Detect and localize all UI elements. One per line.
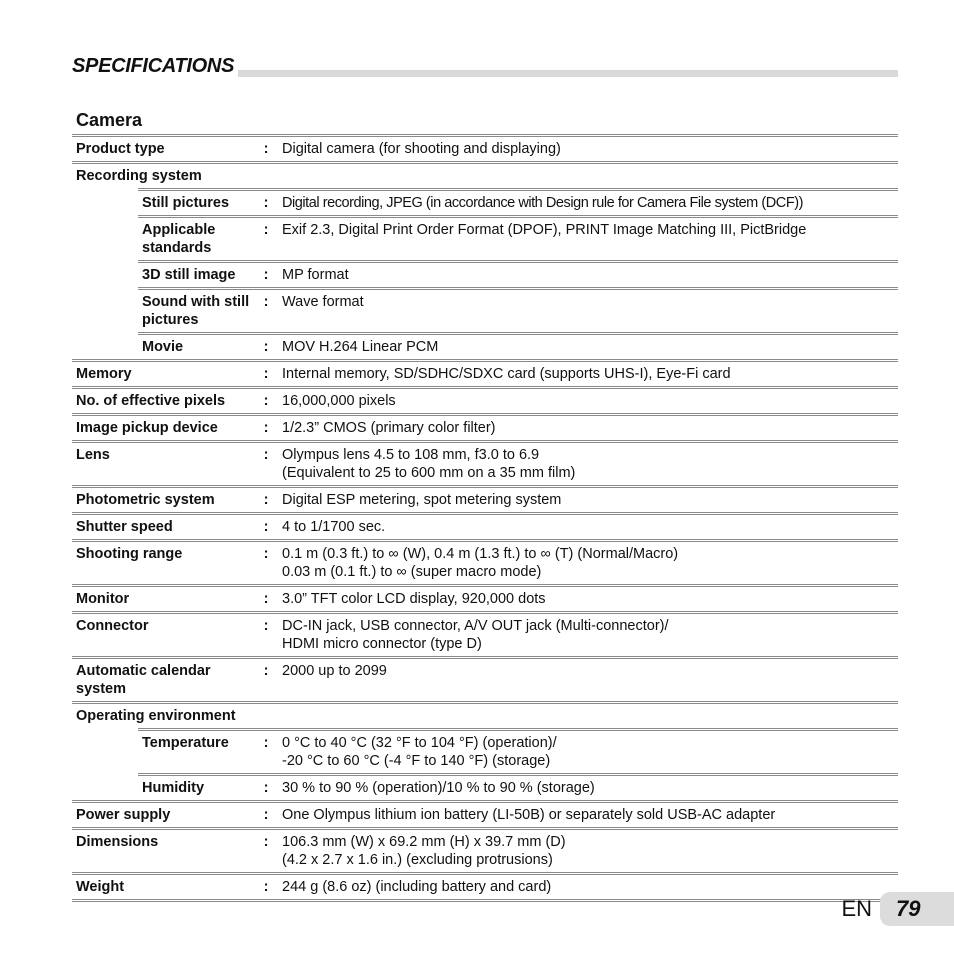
spec-value xyxy=(274,617,898,653)
spec-label: Applicable standards xyxy=(142,222,216,256)
spec-value-line: Internal memory, SD/SDHC/SDXC card (supports UHS-I), Eye-Fi card xyxy=(282,366,731,382)
spec-value-line: -20 °C to 60 °C (-4 °F to 140 °F) (storage) xyxy=(282,753,551,769)
spec-value-line: Olympus lens 4.5 to 108 mm, f3.0 to 6.9 xyxy=(282,447,540,463)
spec-value-line: (Equivalent to 25 to 600 mm on a 35 mm film) xyxy=(282,465,576,481)
spec-colon: : xyxy=(263,141,269,157)
spec-row xyxy=(72,512,898,539)
spec-row xyxy=(138,728,898,773)
spec-label: Shutter speed xyxy=(76,519,173,535)
spec-label: Connector xyxy=(76,618,149,634)
page-number: 79 xyxy=(880,892,954,926)
spec-colon: : xyxy=(263,618,269,634)
spec-colon: : xyxy=(263,663,269,679)
spec-colon: : xyxy=(263,195,269,211)
spec-colon: : xyxy=(263,294,269,310)
spec-value-line: Exif 2.3, Digital Print Order Format (DPOF), PRINT Image Matching III, PictBridge xyxy=(282,222,807,238)
page-title: SPECIFICATIONS xyxy=(72,54,238,78)
spec-value xyxy=(274,779,898,797)
spec-value xyxy=(274,833,898,869)
spec-row xyxy=(72,827,898,872)
spec-value xyxy=(274,140,898,158)
spec-row xyxy=(72,161,898,188)
spec-colon: : xyxy=(263,780,269,796)
page-footer xyxy=(841,892,954,926)
spec-label: Temperature xyxy=(142,735,229,751)
spec-value-line: DC-IN jack, USB connector, A/V OUT jack (Multi-connector)/ xyxy=(282,618,669,634)
spec-row xyxy=(138,215,898,260)
spec-value-line: 0 °C to 40 °C (32 °F to 104 °F) (operation)/ xyxy=(282,735,557,751)
spec-value-line: One Olympus lithium ion battery (LI-50B) or separately sold USB-AC adapter xyxy=(282,807,776,823)
language-label: EN xyxy=(841,896,872,921)
spec-row xyxy=(138,773,898,800)
spec-colon: : xyxy=(263,447,269,463)
spec-colon: : xyxy=(263,393,269,409)
spec-row xyxy=(138,332,898,359)
spec-value xyxy=(274,293,898,329)
spec-row xyxy=(72,485,898,512)
spec-colon: : xyxy=(263,879,269,895)
spec-row xyxy=(138,188,898,215)
spec-row xyxy=(72,701,898,728)
spec-colon: : xyxy=(263,267,269,283)
spec-value-line: 2000 up to 2099 xyxy=(282,663,387,679)
spec-colon: : xyxy=(263,492,269,508)
spec-label: Power supply xyxy=(76,807,171,823)
spec-value-line: Digital ESP metering, spot metering system xyxy=(282,492,562,508)
spec-row xyxy=(138,260,898,287)
section-title: Camera xyxy=(76,110,143,130)
spec-label: Product type xyxy=(76,141,165,157)
spec-value xyxy=(274,419,898,437)
spec-value xyxy=(274,167,898,185)
spec-label: Still pictures xyxy=(142,195,230,211)
spec-value-line: 106.3 mm (W) x 69.2 mm (H) x 39.7 mm (D) xyxy=(282,834,566,850)
spec-label: Shooting range xyxy=(76,546,183,562)
spec-value xyxy=(274,338,898,356)
spec-label: Automatic calendar system xyxy=(76,663,211,697)
spec-colon: : xyxy=(263,591,269,607)
spec-value-line: (4.2 x 2.7 x 1.6 in.) (excluding protrusions) xyxy=(282,852,553,868)
spec-colon xyxy=(258,707,274,725)
spec-value-line: MP format xyxy=(282,267,349,283)
spec-label: Photometric system xyxy=(76,492,215,508)
spec-row xyxy=(72,656,898,701)
spec-row xyxy=(72,539,898,584)
spec-row xyxy=(72,359,898,386)
spec-colon xyxy=(258,167,274,185)
spec-colon: : xyxy=(263,222,269,238)
spec-colon: : xyxy=(263,519,269,535)
spec-value-line: Digital recording, JPEG (in accordance with Design rule for Camera File system (DCF)) xyxy=(282,195,803,211)
spec-row xyxy=(72,386,898,413)
spec-value xyxy=(274,491,898,509)
spec-row xyxy=(72,584,898,611)
spec-row xyxy=(72,872,898,902)
spec-label: Memory xyxy=(76,366,132,382)
spec-label: 3D still image xyxy=(142,267,236,283)
spec-row xyxy=(72,440,898,485)
spec-row xyxy=(72,611,898,656)
spec-colon: : xyxy=(263,546,269,562)
spec-value xyxy=(274,194,898,212)
spec-colon: : xyxy=(263,420,269,436)
spec-value xyxy=(274,806,898,824)
spec-colon: : xyxy=(263,366,269,382)
spec-label: Image pickup device xyxy=(76,420,218,436)
spec-value-line: 0.1 m (0.3 ft.) to ∞ (W), 0.4 m (1.3 ft.) to ∞ (T) (Normal/Macro) xyxy=(282,546,679,562)
spec-row xyxy=(72,800,898,827)
spec-value xyxy=(274,734,898,770)
spec-label: Recording system xyxy=(76,168,202,184)
spec-value xyxy=(274,221,898,257)
spec-value xyxy=(274,590,898,608)
spec-value-line: HDMI micro connector (type D) xyxy=(282,636,482,652)
page-heading xyxy=(72,54,898,80)
spec-value-line: 16,000,000 pixels xyxy=(282,393,396,409)
spec-value xyxy=(274,266,898,284)
spec-value-line: MOV H.264 Linear PCM xyxy=(282,339,439,355)
spec-value xyxy=(274,518,898,536)
spec-value-line: 244 g (8.6 oz) (including battery and card) xyxy=(282,879,552,895)
spec-table xyxy=(72,134,898,902)
spec-value xyxy=(274,446,898,482)
spec-label: Movie xyxy=(142,339,184,355)
spec-value xyxy=(274,707,898,725)
spec-value-line: 30 % to 90 % (operation)/10 % to 90 % (storage) xyxy=(282,780,595,796)
spec-colon: : xyxy=(263,339,269,355)
spec-value xyxy=(274,545,898,581)
spec-value-line: Digital camera (for shooting and displaying) xyxy=(282,141,561,157)
spec-label: Sound with still pictures xyxy=(142,294,250,328)
spec-value-line: 0.03 m (0.1 ft.) to ∞ (super macro mode) xyxy=(282,564,542,580)
spec-value xyxy=(274,365,898,383)
spec-value xyxy=(274,662,898,698)
spec-colon: : xyxy=(263,807,269,823)
spec-label: No. of effective pixels xyxy=(76,393,226,409)
spec-colon: : xyxy=(263,735,269,751)
spec-value-line: Wave format xyxy=(282,294,364,310)
spec-label: Operating environment xyxy=(76,708,236,724)
spec-value-line: 4 to 1/1700 sec. xyxy=(282,519,386,535)
spec-row xyxy=(72,413,898,440)
spec-label: Monitor xyxy=(76,591,130,607)
spec-label: Weight xyxy=(76,879,125,895)
spec-value-line: 1/2.3” CMOS (primary color filter) xyxy=(282,420,496,436)
spec-value xyxy=(274,392,898,410)
spec-label: Lens xyxy=(76,447,110,463)
spec-label: Dimensions xyxy=(76,834,159,850)
spec-row xyxy=(138,287,898,332)
spec-value-line: 3.0” TFT color LCD display, 920,000 dots xyxy=(282,591,546,607)
spec-label: Humidity xyxy=(142,780,205,796)
spec-row xyxy=(72,134,898,161)
spec-colon: : xyxy=(263,834,269,850)
spec-value xyxy=(274,878,898,896)
